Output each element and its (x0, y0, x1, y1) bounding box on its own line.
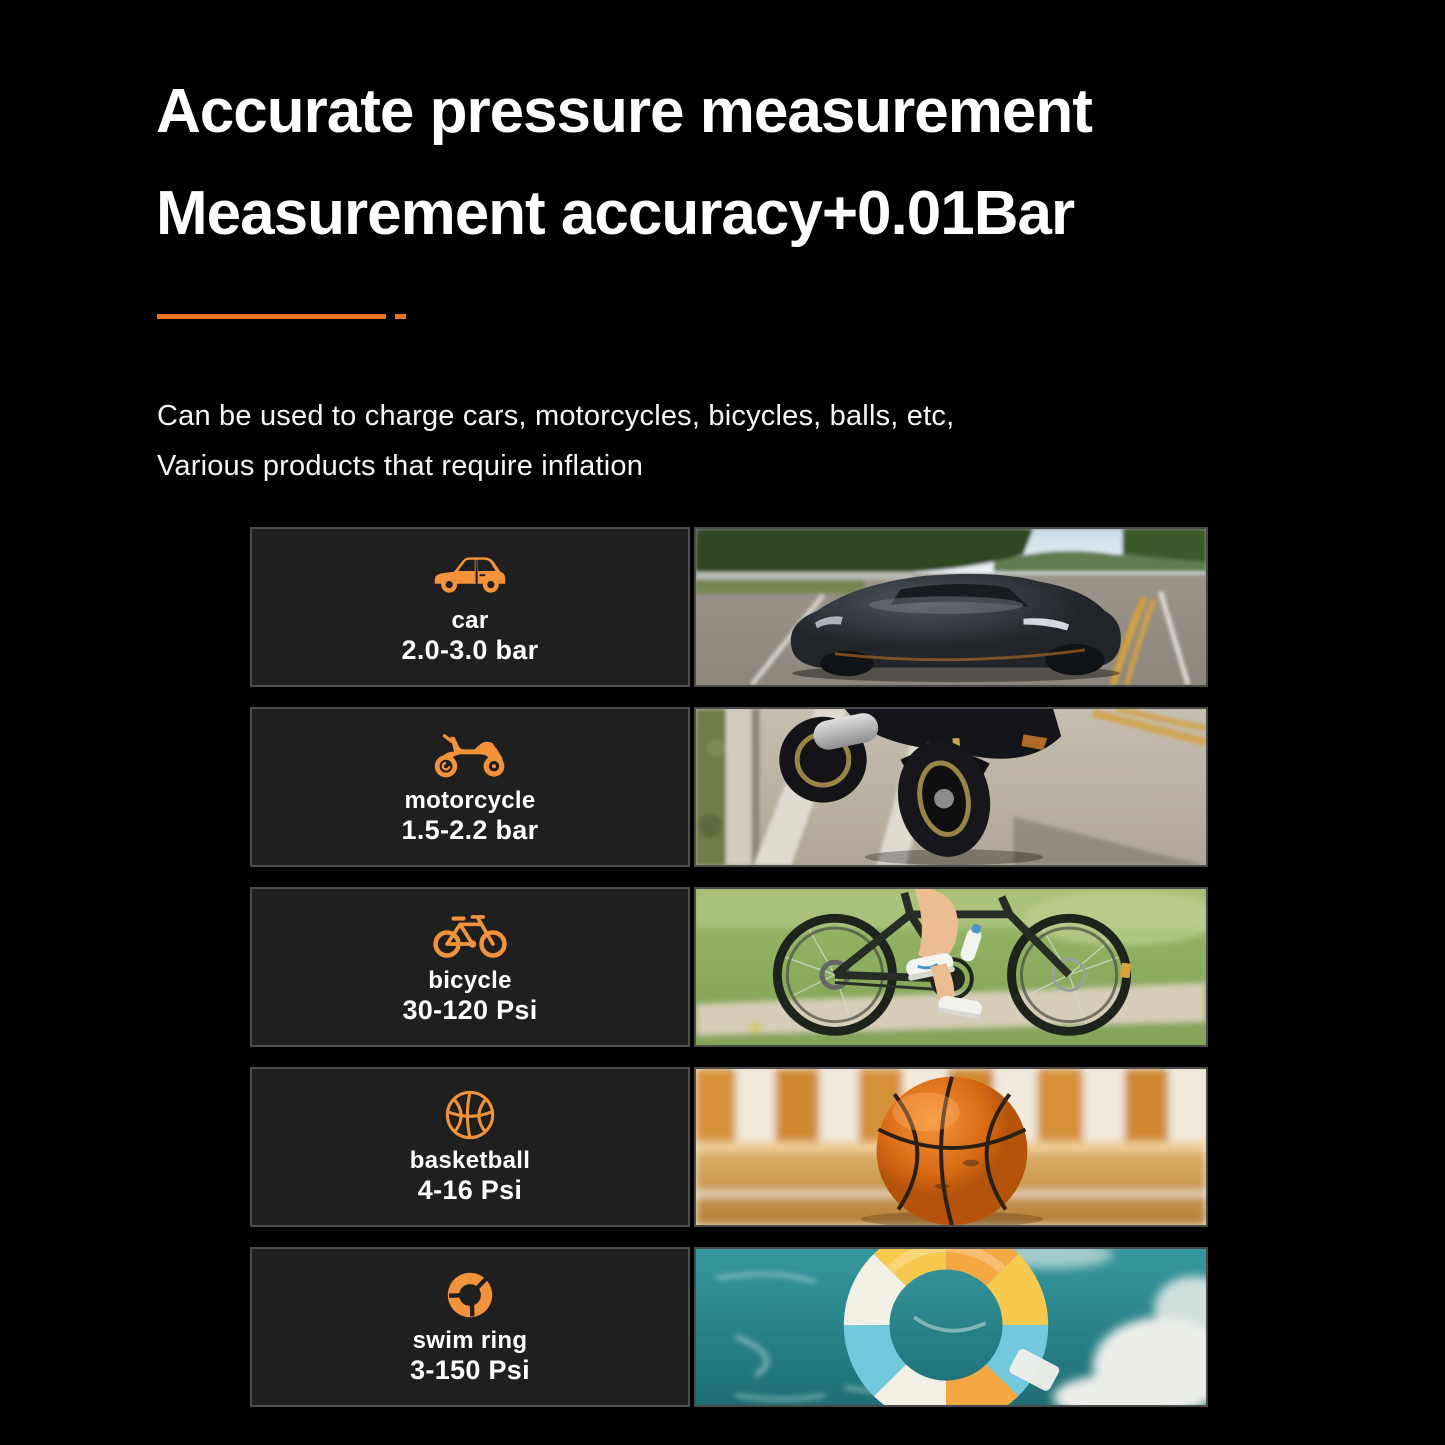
swim-ring-icon (443, 1266, 497, 1324)
swim-ring-panel (250, 1247, 690, 1407)
car-photo (694, 527, 1208, 687)
basketball-label: basketball (409, 1146, 531, 1174)
row-car (250, 527, 1208, 687)
car-label: car (451, 606, 489, 634)
row-bicycle (250, 887, 1208, 1047)
motorcycle-panel (250, 707, 690, 867)
swim-ring-pressure-range: 3-150 Psi (410, 1355, 530, 1386)
bicycle-photo (694, 887, 1208, 1047)
bicycle-label: bicycle (428, 966, 512, 994)
motorcycle-icon (430, 726, 510, 784)
intro-line-1: Can be used to charge cars, motorcycles, bicycles, balls, etc, (157, 400, 955, 432)
headline-line-2: Measurement accuracy+0.01Bar (156, 179, 1075, 248)
motorcycle-label: motorcycle (404, 786, 536, 814)
car-panel (250, 527, 690, 687)
accent-divider (157, 314, 386, 319)
car-pressure-range: 2.0-3.0 bar (401, 635, 539, 666)
bicycle-icon (429, 906, 511, 964)
swim-ring-photo (694, 1247, 1208, 1407)
basketball-panel (250, 1067, 690, 1227)
swim-ring-label: swim ring (412, 1326, 528, 1354)
bicycle-panel (250, 887, 690, 1047)
basketball-icon (443, 1086, 497, 1144)
motorcycle-photo (694, 707, 1208, 867)
accent-divider-dash (395, 314, 406, 319)
headline-line-1: Accurate pressure measurement (156, 77, 1092, 146)
basketball-photo (694, 1067, 1208, 1227)
row-motorcycle (250, 707, 1208, 867)
basketball-pressure-range: 4-16 Psi (417, 1175, 523, 1206)
bicycle-pressure-range: 30-120 Psi (402, 995, 538, 1026)
row-basketball (250, 1067, 1208, 1227)
motorcycle-pressure-range: 1.5-2.2 bar (401, 815, 539, 846)
row-swim-ring (250, 1247, 1208, 1407)
intro-line-2: Various products that require inflation (157, 450, 644, 482)
car-icon (430, 546, 510, 604)
